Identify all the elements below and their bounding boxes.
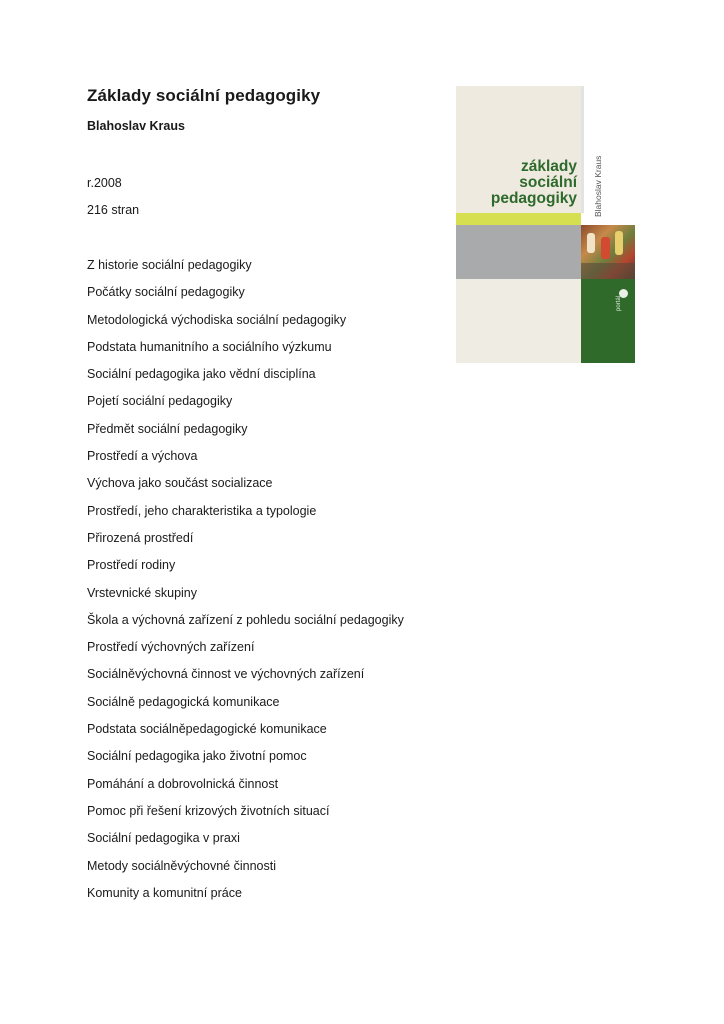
contents-item: Pomáhání a dobrovolnická činnost [87,776,279,791]
cover-publisher: portál [616,295,622,311]
contents-item: Škola a výchovná zařízení z pohledu sociální pedagogiky [87,612,404,627]
cover-photo [581,225,635,279]
contents-item: Podstata humanitního a sociálního výzkumu [87,339,332,354]
contents-item: Pomoc při řešení krizových životních situací [87,803,330,818]
contents-item: Výchova jako součást socializace [87,476,273,491]
contents-item: Podstata sociálněpedagogické komunikace [87,722,327,737]
contents-item: Vrstevnické skupiny [87,585,197,600]
cover-author: Blahoslav Kraus [593,155,603,217]
contents-item: Předmět sociální pedagogiky [87,421,248,436]
contents-item: Sociálněvýchovná činnost ve výchovných zařízení [87,667,365,682]
contents-item: Prostředí a výchova [87,449,198,464]
cover-divider [581,86,584,213]
contents-item: Počátky sociální pedagogiky [87,285,245,300]
book-author: Blahoslav Kraus [87,119,185,133]
book-cover [456,86,635,363]
contents-item: Sociální pedagogika jako vědní disciplína [87,367,316,382]
contents-item: Prostředí rodiny [87,558,176,573]
contents-item: Přirozená prostředí [87,530,194,545]
book-title: Základy sociální pedagogiky [87,86,321,105]
contents-item: Metody sociálněvýchovné činnosti [87,858,276,873]
publication-year: r.2008 [87,176,122,190]
cover-lime-stripe [456,213,581,225]
contents-item: Z historie sociální pedagogiky [87,258,252,272]
contents-item: Sociální pedagogika jako životní pomoc [87,749,307,764]
contents-item: Prostředí výchovných zařízení [87,640,255,655]
cover-gray-band [456,225,581,279]
table-of-contents [87,256,404,911]
cover-bottom-panel [456,279,581,363]
contents-item: Komunity a komunitní práce [87,885,242,900]
cover-title: základy sociální pedagogiky [490,158,577,207]
contents-item: Metodologická východiska sociální pedagogiky [87,312,347,327]
contents-item: Sociálně pedagogická komunikace [87,694,280,709]
page-count: 216 stran [87,203,140,217]
contents-item: Sociální pedagogika v praxi [87,831,240,846]
contents-item: Pojetí sociální pedagogiky [87,394,233,409]
contents-item: Prostředí, jeho charakteristika a typologie [87,503,317,518]
